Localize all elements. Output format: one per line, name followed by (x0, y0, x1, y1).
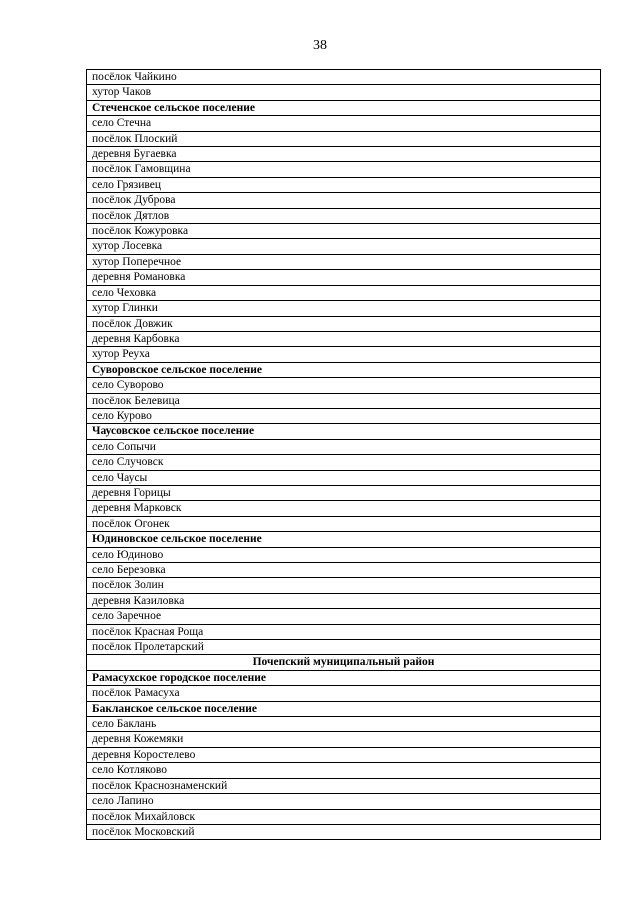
locality-name: село Заречное (87, 609, 601, 624)
district-header-row (87, 655, 601, 670)
locality-name: деревня Горицы (87, 485, 601, 500)
table-row (87, 609, 601, 624)
table-row (87, 193, 601, 208)
table-row (87, 331, 601, 346)
locality-name: деревня Марковск (87, 501, 601, 516)
table-row (87, 254, 601, 269)
locality-name: посёлок Плоский (87, 131, 601, 146)
table-row (87, 747, 601, 762)
locality-name: посёлок Рамасуха (87, 686, 601, 701)
table-row (87, 378, 601, 393)
locality-name: село Чаусы (87, 470, 601, 485)
locality-name: хутор Поперечное (87, 254, 601, 269)
table-row (87, 732, 601, 747)
table-row (87, 239, 601, 254)
table-row (87, 162, 601, 177)
settlement-name: Суворовское сельское поселение (87, 362, 601, 377)
table-row (87, 347, 601, 362)
locality-name: хутор Чаков (87, 85, 601, 100)
locality-name: деревня Бугаевка (87, 147, 601, 162)
locality-name: хутор Глинки (87, 301, 601, 316)
locality-name: деревня Карбовка (87, 331, 601, 346)
table-row (87, 516, 601, 531)
locality-name: посёлок Дятлов (87, 208, 601, 223)
table-row (87, 147, 601, 162)
settlement-header-row (87, 424, 601, 439)
locality-name: хутор Реуха (87, 347, 601, 362)
table-row (87, 270, 601, 285)
table-row (87, 485, 601, 500)
table-row (87, 593, 601, 608)
settlement-name: Юдиновское сельское поселение (87, 532, 601, 547)
table-row (87, 70, 601, 85)
table-row (87, 455, 601, 470)
locality-name: посёлок Пролетарский (87, 640, 601, 655)
locality-name: село Котляково (87, 763, 601, 778)
table-row (87, 794, 601, 809)
table-row (87, 116, 601, 131)
settlement-header-row (87, 362, 601, 377)
locality-name: село Стечна (87, 116, 601, 131)
table-row (87, 408, 601, 423)
settlement-header-row (87, 100, 601, 115)
locality-name: село Сопычи (87, 439, 601, 454)
settlement-name: Рамасухское городское поселение (87, 670, 601, 685)
locality-name: село Юдиново (87, 547, 601, 562)
locality-name: село Чеховка (87, 285, 601, 300)
table-row (87, 285, 601, 300)
locality-name: село Грязивец (87, 177, 601, 192)
locality-name: посёлок Московский (87, 824, 601, 839)
locality-name: посёлок Довжик (87, 316, 601, 331)
table-row (87, 439, 601, 454)
locality-name: посёлок Михайловск (87, 809, 601, 824)
locality-name: посёлок Золин (87, 578, 601, 593)
settlement-header-row (87, 701, 601, 716)
table-row (87, 301, 601, 316)
table-row (87, 809, 601, 824)
settlement-header-row (87, 670, 601, 685)
table-row (87, 85, 601, 100)
district-name: Почепский муниципальный район (87, 655, 601, 670)
table-row (87, 547, 601, 562)
table-row (87, 131, 601, 146)
locality-name: посёлок Огонек (87, 516, 601, 531)
table-row (87, 824, 601, 839)
locality-name: село Лапино (87, 794, 601, 809)
locality-name: посёлок Белевица (87, 393, 601, 408)
locality-name: хутор Лосевка (87, 239, 601, 254)
locality-name: посёлок Красная Роща (87, 624, 601, 639)
table-row (87, 501, 601, 516)
locality-name: посёлок Дуброва (87, 193, 601, 208)
locality-name: посёлок Кожуровка (87, 224, 601, 239)
settlements-table-body (87, 70, 601, 840)
locality-name: село Курово (87, 408, 601, 423)
locality-name: деревня Коростелево (87, 747, 601, 762)
table-row (87, 316, 601, 331)
locality-name: село Березовка (87, 563, 601, 578)
settlement-name: Бакланское сельское поселение (87, 701, 601, 716)
table-row (87, 624, 601, 639)
locality-name: посёлок Чайкино (87, 70, 601, 85)
settlement-name: Стеченское сельское поселение (87, 100, 601, 115)
locality-name: село Случовск (87, 455, 601, 470)
page-number: 38 (313, 38, 327, 53)
locality-name: деревня Романовка (87, 270, 601, 285)
table-row (87, 470, 601, 485)
table-row (87, 778, 601, 793)
table-row (87, 686, 601, 701)
locality-name: деревня Казиловка (87, 593, 601, 608)
table-row (87, 563, 601, 578)
table-row (87, 578, 601, 593)
table-row (87, 763, 601, 778)
locality-name: село Суворово (87, 378, 601, 393)
locality-name: посёлок Краснознаменский (87, 778, 601, 793)
table-row (87, 717, 601, 732)
table-row (87, 208, 601, 223)
locality-name: деревня Кожемяки (87, 732, 601, 747)
settlement-header-row (87, 532, 601, 547)
settlements-table (86, 69, 601, 840)
table-row (87, 393, 601, 408)
locality-name: село Баклань (87, 717, 601, 732)
table-row (87, 177, 601, 192)
table-row (87, 640, 601, 655)
locality-name: посёлок Гамовщина (87, 162, 601, 177)
settlement-name: Чаусовское сельское поселение (87, 424, 601, 439)
table-row (87, 224, 601, 239)
